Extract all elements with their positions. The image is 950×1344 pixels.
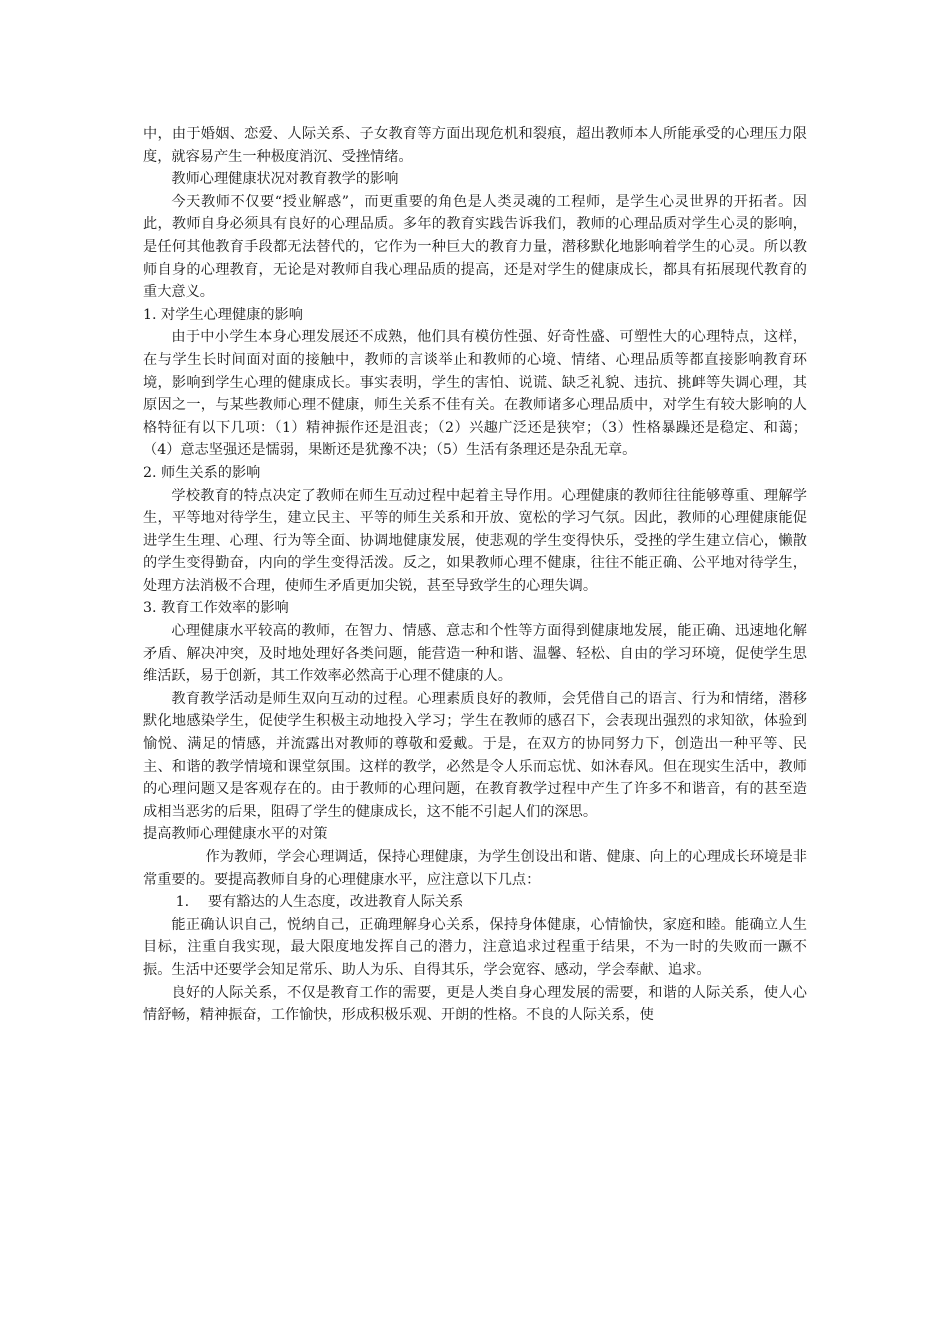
subheading-3: 3. 教育工作效率的影响 [143,600,289,617]
paragraph-teacher-student: 学校教育的特点决定了教师在师生互动过程中起着主导作用。心理健康的教师往往能够尊重、理解学生，平等地对待学生，建立民主、平等的师生关系和开放、宽松的学习气氛。因此，教师的心理健康能促进学生生理、心理、行为等全面、协调地健康发展，使悲观的学生变得快乐，受挫的学生建立信心，懒散的学生变得勤奋，内向的学生变得活泼。反之，如果教师心理不健康，往往不能正确、公平地对待学生，处理方法消极不合理，使师生矛盾更加尖锐，甚至导致学生的心理失调。 [143,487,807,594]
paragraph-self-awareness: 能正确认识自己，悦纳自己，正确理解身心关系，保持身体健康，心情愉快，家庭和睦。能确立人生目标，注重自我实现，最大限度地发挥自己的潜力，注意追求过程重于结果，不为一时的失败而一蹶不振。生活中还要学会知足常乐、助人为乐、自得其乐，学会宽容、感动，学会奉献、追求。 [143,916,807,978]
paragraph-continuation: 中，由于婚姻、恋爱、人际关系、子女教育等方面出现危机和裂痕，超出教师本人所能承受的心理压力限度，就容易产生一种极度消沉、受挫情绪。 [143,126,807,165]
subheading-2: 2. 师生关系的影响 [143,464,261,481]
paragraph-student-health: 由于中小学生本身心理发展还不成熟，他们具有模仿性强、好奇性盛、可塑性大的心理特点，这样，在与学生长时间面对面的接触中，教师的言谈举止和教师的心境、情绪、心理品质等都直接影响教育环境，影响到学生心理的健康成长。事实表明，学生的害怕、说谎、缺乏礼貌、违抗、挑衅等失调心理，其原因之一，与某些教师心理不健康，师生关系不佳有关。在教师诸多心理品质中，对学生有较大影响的人格特征有以下几项：（1）精神振作还是沮丧；（2）兴趣广泛还是狭窄；（3）性格暴躁还是稳定、和蔼；（4）意志坚强还是懦弱，果断还是犹豫不决；（5）生活有条理还是杂乱无章。 [143,329,807,459]
list-item-1: 1. 要有豁达的人生态度，改进教育人际关系 [175,894,464,911]
subheading-1: 1. 对学生心理健康的影响 [143,306,303,323]
section-heading-influence: 教师心理健康状况对教育教学的影响 [171,171,399,188]
document-body [143,123,807,1027]
paragraph-intro: 今天教师不仅要“授业解惑”，而更重要的角色是人类灵魂的工程师，是学生心灵世界的开拓者。因此，教师自身必须具有良好的心理品质。多年的教育实践告诉我们，教师的心理品质对学生心灵的影响，是任何其他教育手段都无法替代的，它作为一种巨大的教育力量，潜移默化地影响着学生的心灵。所以教师自身的心理教育，无论是对教师自我心理品质的提高，还是对学生的健康成长，都具有拓展现代教育的重大意义。 [143,193,807,301]
paragraph-strategies-intro: 作为教师，学会心理调适，保持心理健康，为学生创设出和谐、健康、向上的心理成长环境是非常重要的。要提高教师自身的心理健康水平，应注意以下几点： [143,849,807,888]
section-heading-strategies: 提高教师心理健康水平的对策 [143,826,328,843]
paragraph-interaction: 教育教学活动是师生双向互动的过程。心理素质良好的教师，会凭借自己的语言、行为和情绪，潜移默化地感染学生，促使学生积极主动地投入学习；学生在教师的感召下，会表现出强烈的求知欲，体验到愉悦、满足的情感，并流露出对教师的尊敬和爱戴。于是，在双方的协同努力下，创造出一种平等、民主、和谐的教学情境和课堂氛围。这样的教学，必然是令人乐而忘忧、如沐春风。但在现实生活中，教师的心理问题又是客观存在的。由于教师的心理问题，在教育教学过程中产生了许多不和谐音，有的甚至造成相当恶劣的后果，阻碍了学生的健康成长，这不能不引起人们的深思。 [143,690,807,820]
paragraph-efficiency: 心理健康水平较高的教师，在智力、情感、意志和个性等方面得到健康地发展，能正确、迅速地化解矛盾、解决冲突，及时地处理好各类问题，能营造一种和谐、温馨、轻松、自由的学习环境，促使学生思维活跃，易于创新，其工作效率必然高于心理不健康的人。 [143,623,807,685]
paragraph-relationships: 良好的人际关系，不仅是教育工作的需要，更是人类自身心理发展的需要，和谐的人际关系，使人心情舒畅，精神振奋，工作愉快，形成积极乐观、开朗的性格。不良的人际关系，使 [143,984,807,1024]
